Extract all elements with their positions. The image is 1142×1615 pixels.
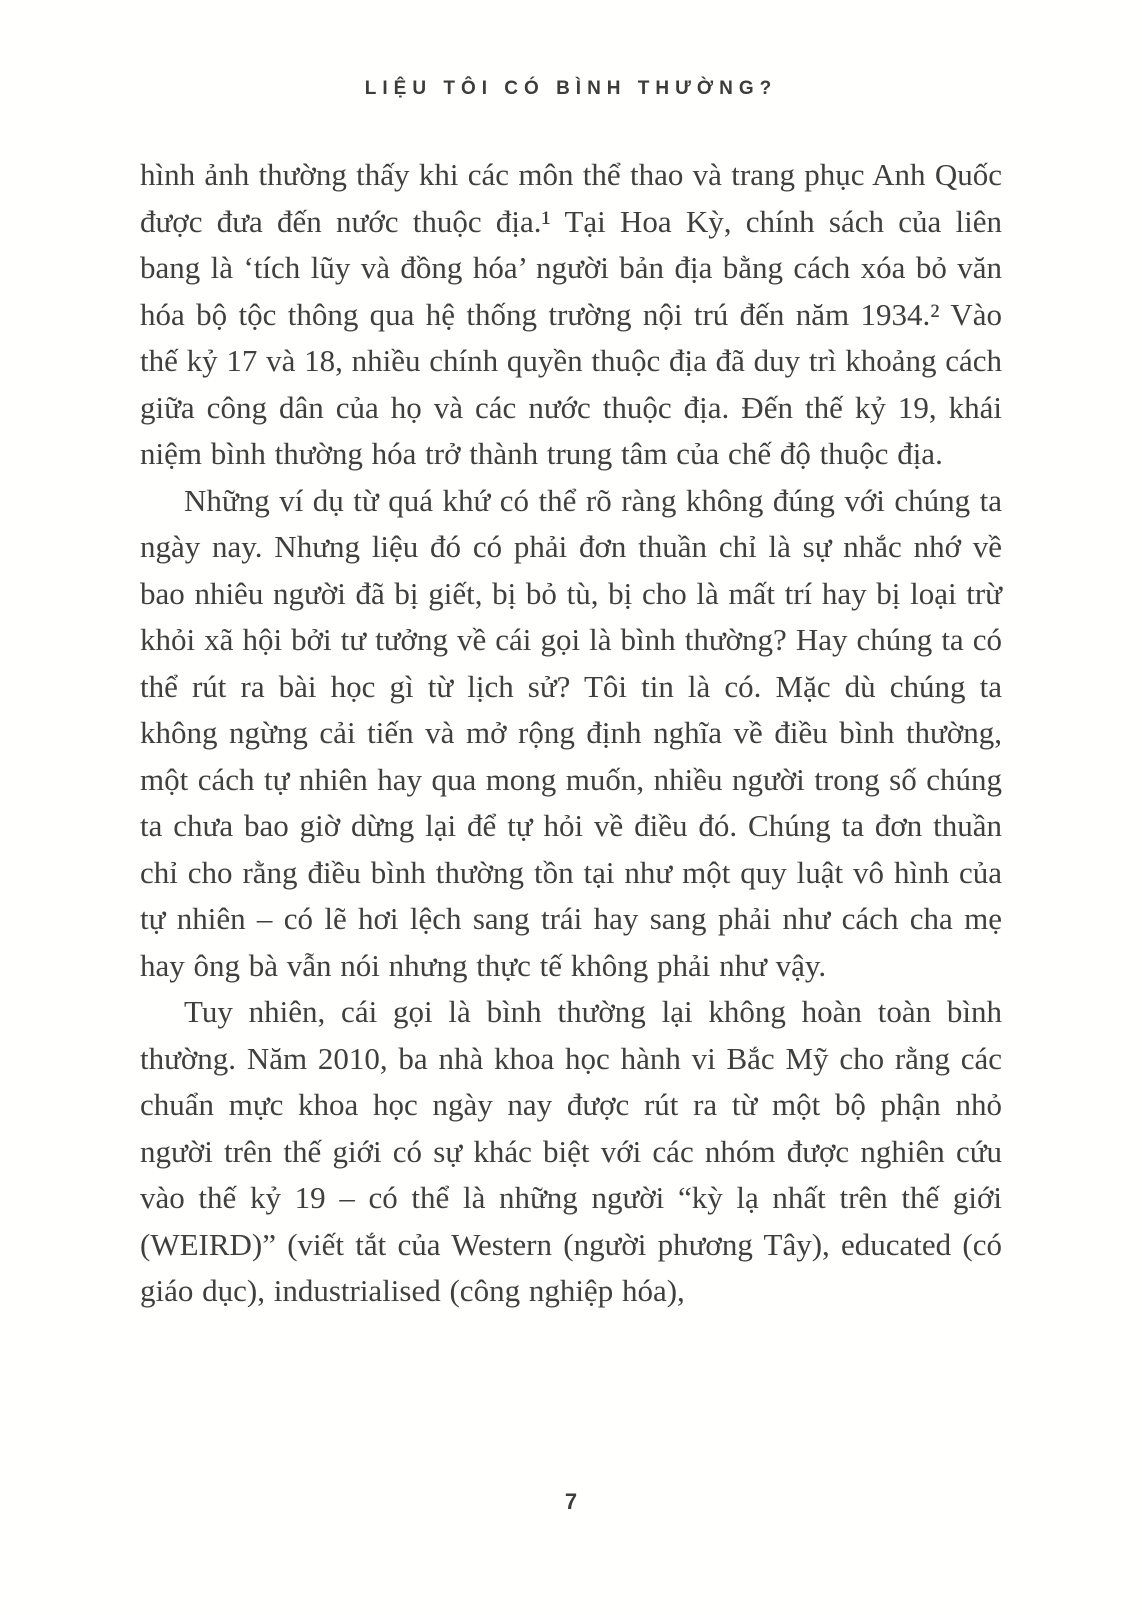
paragraph: Những ví dụ từ quá khứ có thể rõ ràng không đúng với chúng ta ngày nay. Nhưng liệu đó có phải đơn thuần chỉ là sự nhắc nhớ về bao nhiêu người đã bị giết, bị bỏ tù, bị cho là mất trí hay bị loại trừ khỏi xã hội bởi tư tưởng về cái gọi là bình thường? Hay chúng ta có thể rút ra bài học gì từ lịch sử? Tôi tin là có. Mặc dù chúng ta không ngừng cải tiến và mở rộng định nghĩa về điều bình thường, một cách tự nhiên hay qua mong muốn, nhiều người trong số chúng ta chưa bao giờ dừng lại để tự hỏi về điều đó. Chúng ta đơn thuần chỉ cho rằng điều bình thường tồn tại như một quy luật vô hình của tự nhiên – có lẽ hơi lệch sang trái hay sang phải như cách cha mẹ hay ông bà vẫn nói nhưng thực tế không phải như vậy. xyxy=(140,482,1002,983)
paragraph-continuation: hình ảnh thường thấy khi các môn thể thao và trang phục Anh Quốc được đưa đến nước thuộc địa.¹ Tại Hoa Kỳ, chính sách của liên bang là ‘tích lũy và đồng hóa’ người bản địa bằng cách xóa bỏ văn hóa bộ tộc thông qua hệ thống trường nội trú đến năm 1934.² Vào thế kỷ 17 và 18, nhiều chính quyền thuộc địa đã duy trì khoảng cách giữa công dân của họ và các nước thuộc địa. Đến thế kỷ 19, khái niệm bình thường hóa trở thành trung tâm của chế độ thuộc địa. xyxy=(140,157,1002,471)
running-head-title: LIỆU TÔI CÓ BÌNH THƯỜNG? xyxy=(364,78,778,99)
body-text xyxy=(140,152,1002,1315)
paragraph: Tuy nhiên, cái gọi là bình thường lại không hoàn toàn bình thường. Năm 2010, ba nhà khoa học hành vi Bắc Mỹ cho rằng các chuẩn mực khoa học ngày nay được rút ra từ một bộ phận nhỏ người trên thế giới có sự khác biệt với các nhóm được nghiên cứu vào thế kỷ 19 – có thể là những người “kỳ lạ nhất trên thế giới (WEIRD)” (viết tắt của Western (người phương Tây), educated (có giáo dục), industrialised (công nghiệp hóa), xyxy=(140,994,1002,1308)
page-number: 7 xyxy=(564,1489,578,1514)
